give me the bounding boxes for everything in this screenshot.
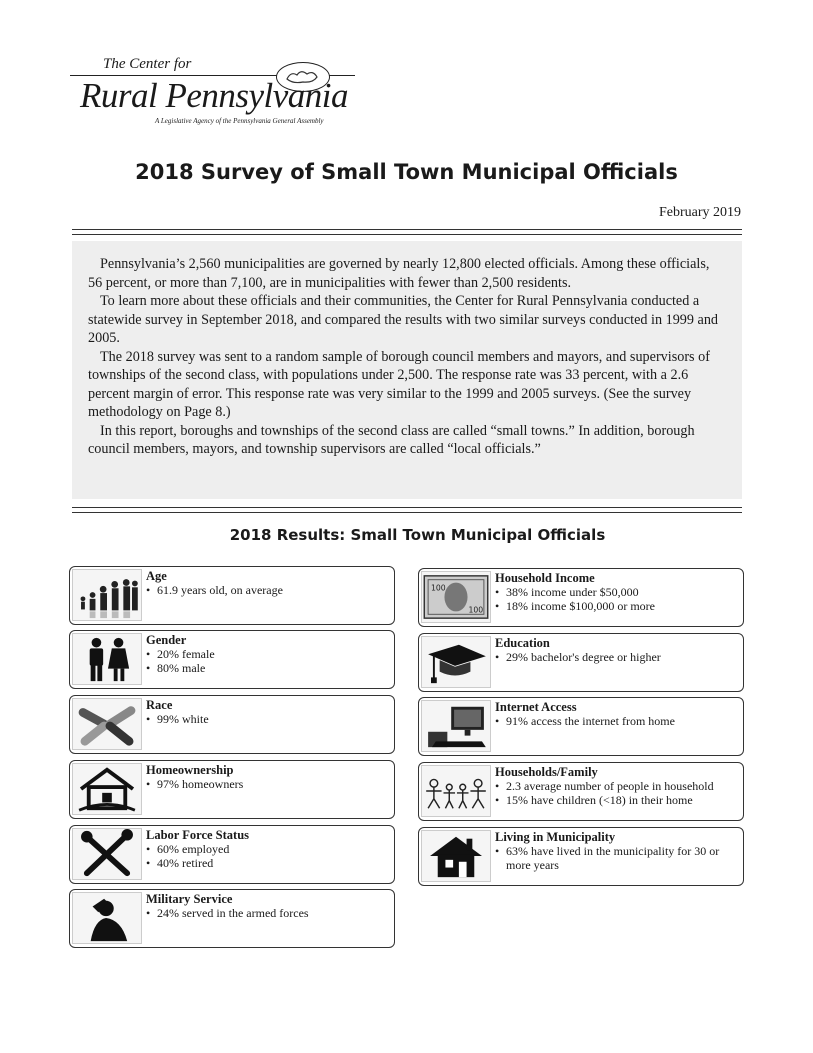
salute-icon	[72, 892, 142, 944]
card-item: • 61.9 years old, on average	[146, 583, 390, 597]
card-item: • 29% bachelor's degree or higher	[495, 650, 739, 664]
family-icon	[421, 765, 491, 817]
internet-access-card	[418, 697, 744, 756]
race-card	[69, 695, 395, 754]
card-item: • 15% have children (<18) in their home	[495, 793, 739, 807]
labor-force-card	[69, 825, 395, 884]
card-item: • 63% have lived in the municipality for 30 or more years	[495, 844, 739, 872]
tools-icon	[72, 828, 142, 880]
card-item: • 40% retired	[146, 856, 390, 870]
card-title: Internet Access	[495, 700, 577, 714]
man-woman-icon	[72, 633, 142, 685]
card-item: • 60% employed	[146, 842, 390, 856]
card-title: Household Income	[495, 571, 595, 585]
publication-date: February 2019	[658, 205, 741, 220]
homeownership-card	[69, 760, 395, 819]
card-title: Gender	[146, 633, 187, 647]
household-income-card	[418, 568, 744, 627]
card-item: • 91% access the internet from home	[495, 714, 739, 728]
military-service-card	[69, 889, 395, 948]
card-title: Living in Municipality	[495, 830, 616, 844]
intro-paragraph: The 2018 survey was sent to a random sample of borough council members and mayors, and supervisors of townships of the second class, with populations under 2,500. The response rate was 33 percent, with a 2.6 percent margin of error. This response rate was very similar to the 1999 and 2005 surveys. (See the survey methodology on Page 8.)	[88, 348, 710, 420]
card-item: • 2.3 average number of people in household	[495, 779, 739, 793]
card-item: • 80% male	[146, 661, 390, 675]
card-item: • 20% female	[146, 647, 390, 661]
logo-tagline: A Legislative Agency of the Pennsylvania General Assembly	[155, 117, 324, 125]
gender-card	[69, 630, 395, 689]
card-title: Households/Family	[495, 765, 598, 779]
card-item: • 97% homeowners	[146, 777, 390, 791]
silhouettes-icon	[72, 569, 142, 621]
home-icon	[421, 830, 491, 882]
card-item: • 38% income under $50,000	[495, 585, 739, 599]
card-item: • 24% served in the armed forces	[146, 906, 390, 920]
living-in-municipality-card	[418, 827, 744, 886]
intro-paragraph: To learn more about these officials and their communities, the Center for Rural Pennsylvania conducted a statewide survey in September 2018, and compared the results with two similar surveys conducted in 1999 and 2005.	[88, 293, 719, 346]
results-title: 2018 Results: Small Town Municipal Officials	[229, 526, 606, 544]
card-item: • 18% income $100,000 or more	[495, 599, 739, 613]
divider	[72, 229, 742, 235]
svg-text:100: 100	[468, 605, 484, 615]
logo-name: Rural Pennsylvania	[80, 76, 349, 115]
logo-top-line: The Center for	[103, 56, 192, 72]
hands-icon	[72, 698, 142, 750]
card-title: Homeownership	[146, 763, 234, 777]
card-item: • 99% white	[146, 712, 390, 726]
age-card	[69, 566, 395, 625]
intro-box	[72, 241, 742, 499]
intro-paragraph: Pennsylvania’s 2,560 municipalities are governed by nearly 12,800 elected officials. Among these officials, 56 percent, or more than 7,100, are in municipalities with fewer than 2,500 residents.	[88, 256, 710, 291]
card-title: Race	[146, 698, 173, 712]
computer-icon	[421, 700, 491, 752]
card-title: Military Service	[146, 892, 233, 906]
house-icon	[72, 763, 142, 815]
card-title: Education	[495, 636, 550, 650]
dollar-bill-icon	[421, 571, 491, 623]
education-card	[418, 633, 744, 692]
center-logo	[70, 56, 370, 126]
households-family-card	[418, 762, 744, 821]
divider	[72, 507, 742, 513]
intro-paragraph: In this report, boroughs and townships of the second class are called “small towns.” In addition, borough council members, mayors, and township supervisors are called “local officials.”	[88, 422, 695, 457]
page-title: 2018 Survey of Small Town Municipal Officials	[135, 160, 678, 184]
graduation-cap-icon	[421, 636, 491, 688]
card-title: Age	[146, 569, 167, 583]
svg-text:100: 100	[431, 583, 446, 593]
card-title: Labor Force Status	[146, 828, 250, 842]
